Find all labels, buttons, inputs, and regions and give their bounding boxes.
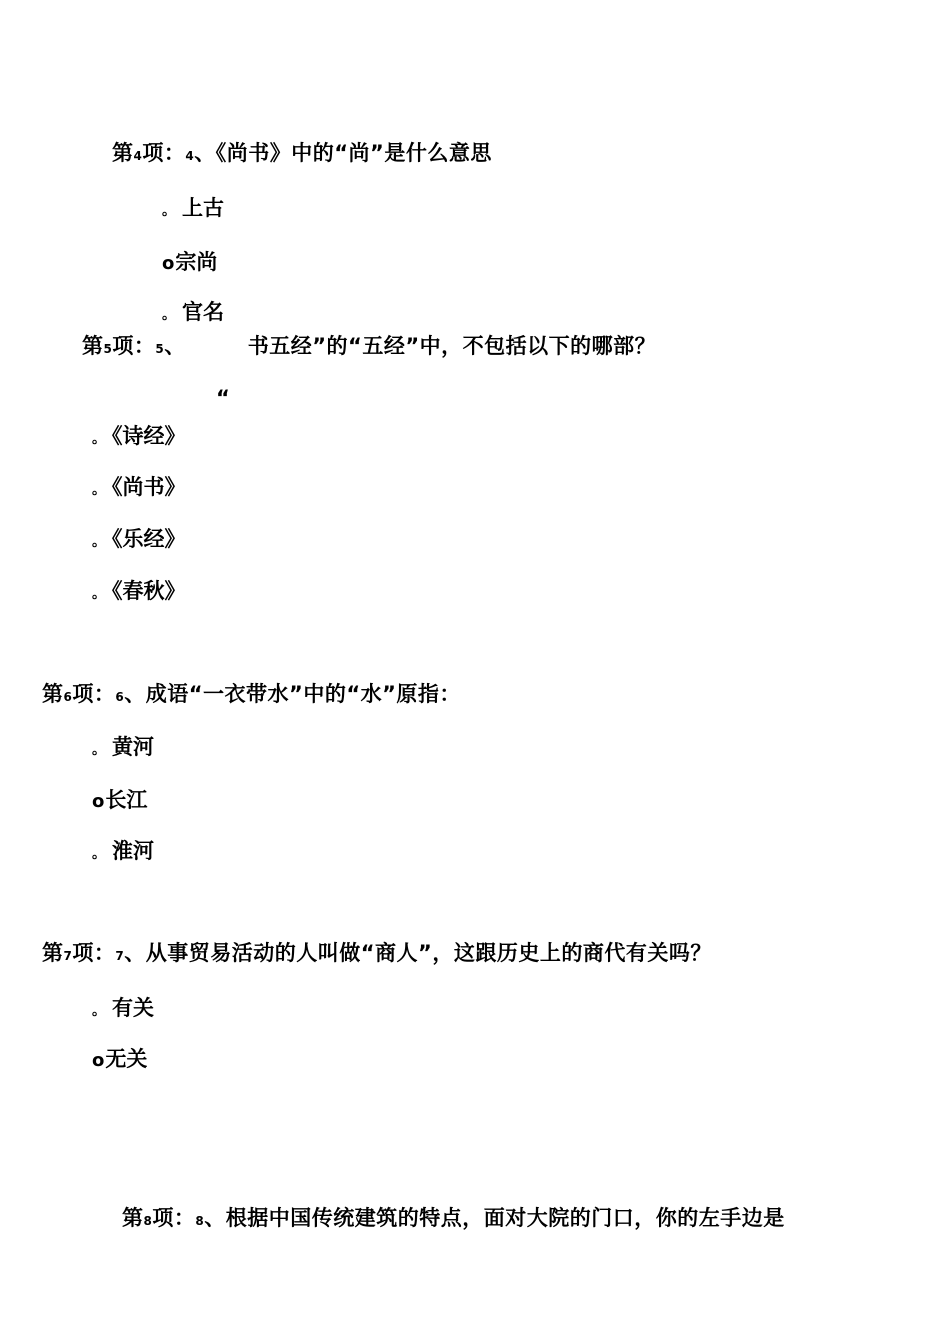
question-5-option-1[interactable]: 。 《诗经》 <box>92 424 186 448</box>
radio-icon[interactable]: 。 <box>162 307 176 323</box>
question-4-option-3[interactable]: 。 官名 <box>162 300 224 324</box>
radio-icon[interactable]: 。 <box>92 846 106 862</box>
question-7-option-2[interactable]: o无关 <box>92 1047 148 1071</box>
question-5-option-4[interactable]: 。 《春秋》 <box>92 579 186 603</box>
question-4-title: 第4项：4、《尚书》中的“尚”是什么意思 <box>112 141 492 165</box>
question-5-option-3[interactable]: 。 《乐经》 <box>92 527 186 551</box>
question-6-option-1[interactable]: 。 黄河 <box>92 735 154 759</box>
question-7-option-1[interactable]: 。 有关 <box>92 996 154 1020</box>
question-4-option-1[interactable]: 。 上古 <box>162 196 224 220</box>
radio-icon[interactable]: 。 <box>92 742 106 758</box>
question-8-title: 第8项：8、根据中国传统建筑的特点，面对大院的门口，你的左手边是 <box>122 1206 785 1230</box>
question-6-option-2[interactable]: o长江 <box>92 788 148 812</box>
question-5-option-2[interactable]: 。 《尚书》 <box>92 475 186 499</box>
radio-icon[interactable]: 。 <box>92 431 106 447</box>
question-5-quote-mark: “ <box>216 386 231 410</box>
radio-icon[interactable]: o <box>92 1050 105 1071</box>
radio-icon[interactable]: o <box>92 791 105 812</box>
question-6-title: 第6项：6、成语“一衣带水”中的“水”原指： <box>42 682 461 706</box>
question-6-option-3[interactable]: 。 淮河 <box>92 839 154 863</box>
question-4-option-2[interactable]: o宗尚 <box>162 250 218 274</box>
radio-icon[interactable]: o <box>162 253 175 274</box>
radio-icon[interactable]: 。 <box>92 482 106 498</box>
question-7-title: 第7项：7、从事贸易活动的人叫做“商人”，这跟历史上的商代有关吗？ <box>42 941 712 965</box>
radio-icon[interactable]: 。 <box>92 586 106 602</box>
radio-icon[interactable]: 。 <box>162 203 176 219</box>
question-5-title: 第5项：5、 书五经”的“五经”中，不包括以下的哪部？ <box>82 334 657 358</box>
radio-icon[interactable]: 。 <box>92 534 106 550</box>
radio-icon[interactable]: 。 <box>92 1003 106 1019</box>
